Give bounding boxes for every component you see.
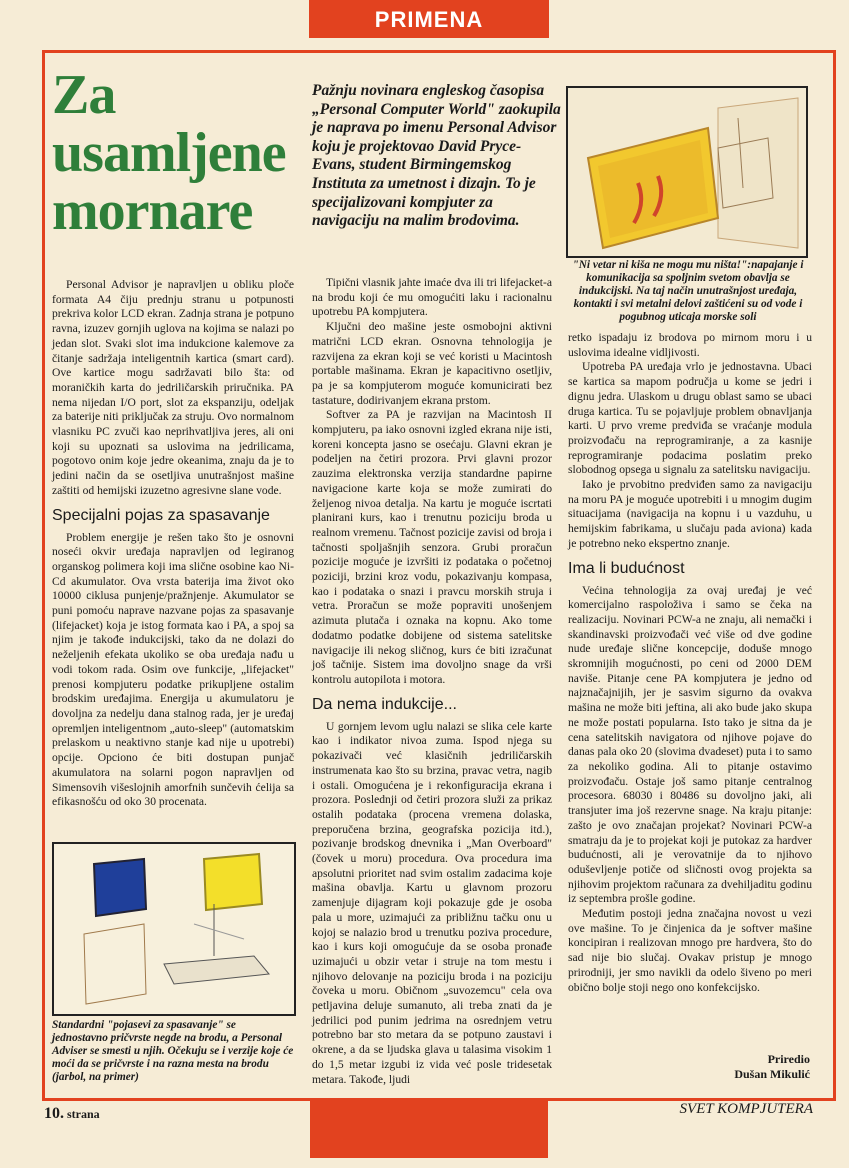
paragraph: Iako je prvobitno predviđen samo za navigaciju na moru PA je moguće upotrebiti i u mnogim dugim situacijama (navigacija na kopnu i u vazduhu, u hemijskim fabrikama, u slučaju pada aviona) kada je potrebno neko ekspertno znanje.: [568, 478, 812, 550]
column-2: [312, 276, 552, 1087]
paragraph: Problem energije je rešen tako što je osnovni noseći okvir uređaja napravljen od legiranog organskog polimera koji ima slične osobine kao Ni-Cd akumulator. Ova vrsta baterija ima život oko 10000 ciklusa punjenje/pražnjenje. Akumulator se puni pomoću naprave nazvane pojas za spasavanje (lifejacket) koja je istog formata kao i PA, a spoj sa njim je takođe indukcijski, tako da ne dolazi do neželjenih efekata ukoliko se oba uređaja nađu u vodi tokom rada. Osim ove funkcije, „lifejacket" prenosi kompjuteru podatke prikupljene ostalim brodskim uređajima. Energija u akumulatoru je dovoljna za nedelju dana stalnog rada, jer je uređaj opremljen inteligentnom „auto-sleep" (automatskim prelaskom u neaktivno stanje kad nije u upotrebi) opcije. Opciono će biti dostupan punjač akumulatora na solarni pogon napravljen od Simensovih višeslojnih amorfnih sunčevih ćelija sa efikasnošću od oko 30 procenata.: [52, 530, 294, 809]
paragraph: Personal Advisor je napravljen u obliku ploče formata A4 čiju prednju stranu u potpunosti prekriva kolor LCD ekran. Zadnja strana je potpuno ravna, izuzev gornjih uglova na kojima se nalazi po jedan slot. Svaki slot ima indukcione kalemove za čitanje sadržaja inteligentnih kartica (smart card). Ove kartice mogu sadržavati bilo šta: od moraničkih karta do jedriličarskih priručnika. PA nema nijedan I/O port, slot za ekspanziju, odeljak za baterije niti priključak za struju. Ovo normalnom vlasniku PC zvuči kao neprihvatljiva jeres, ali oni koji su upoznati sa uslovima na jedrilicama, pogotovo onim koje jedre okeanima, znaju da je to jedini način da se osetljiva unutrašnjost mašine zaštiti od hemijski izuzetno agresivne slane vode.: [52, 278, 294, 497]
subheading: Specijalni pojas za spasavanje: [52, 506, 270, 524]
paragraph: Tipični vlasnik jahte imaće dva ili tri lifejacket-a na brodu koji će mu omogućiti laku i racionalnu upotrebu PA kompjutera.: [312, 276, 552, 319]
page-word: strana: [67, 1107, 100, 1121]
paragraph: U gornjem levom uglu nalazi se slika cele karte kao i indikator nivoa zuma. Ispod njega su pokazivači već klasičnih jedriličarskih instrumenata kao što su brzina, pravac vetra, nagib i ostali. Omogućena je i rekonfiguracija ekrana i prozora. Poslednji od četiri prozora služi za prikaz ostalih podataka (procena vremena dolaska, preporučena brzina, geografska pozicija itd.), pozivanje brodskog dnevnika i „Man Overboard" (čovek u moru) procedura. Ova procedura ima apsolutni prioritet nad svim ostalim zadacima koje mašina obavlja. Kartu u glavnom prozoru zamenjuje dijagram koji pokazuje gde je osoba pala u more, uzimajući za približnu tačku onu u kojoj se nalazio brod u trenutku poziva procedure, kao i kurs koji omogućuje da se osoba pronađe uzimajući u obzir vetar i struje na tom mestu i njihovo delovanje na poziciju broda i na poziciju čoveka u moru. Običnom „suvozemcu" cela ova petljavina deluje sumanuto, ali treba znati da je jedrilici pod punim jedrima na osrednjem vetru potrebno bar sto metara da se potpuno zaustavi i okrene, a da se ljudska glava u talasima visokim 1 do 1,5 metar izgubi iz vida već posle tridesetak metara. Takođe, ljudi: [312, 719, 552, 1086]
column-3: [568, 331, 812, 995]
paragraph: retko ispadaju iz brodova po mirnom moru i u uslovima idealne vidljivosti.: [568, 331, 812, 359]
article-title: [52, 66, 292, 240]
title-line-3: mornare: [52, 180, 253, 242]
photo-caption-bottom: Standardni "pojasevi za spasavanje" se jednostavno pričvrste negde na brodu, a Personal Adviser se smesti u njih. Očekuju se i verzije koje će moći da se pričvrste i na razna mesta na brodu (jarbol, na primer): [52, 1019, 294, 1083]
signature-name: Dušan Mikulić: [734, 1067, 810, 1081]
page-number: [44, 1105, 100, 1123]
title-line-2: usamljene: [52, 122, 286, 184]
paragraph: Upotreba PA uređaja vrlo je jednostavna. Ubaci se kartica sa mapom područja u kome se jedri i dignu jedra. Ulaskom u drugu oblast samo se ubaci druga kartica. Tu se pojavljuje problem obnavljanja karti. U prvo vreme predviđa se vraćanje modula proizvođaču na reprogramiranje, a za kasnije reprogramiranje podacima poslatim preko slobodnog opsega u signalu za satelitsku navigaciju.: [568, 360, 812, 477]
paragraph: Većina tehnologija za ovaj uređaj je već komercijalno raspoloživa i samo se čeka na realizaciju. Novinari PCW-a ne znaju, ali nemački i skandinavski proizvođači već više od dve godine nude uređaje slične koncepcije, doduše mnogo skromnijih mogućnosti, po ceni od 2000 DEM naviše. Pitanje cene PA kompjutera je jedno od najznačajnijih, jer je sasvim sigurno da ovakva mašina ne može biti jeftina, ali ako bude jako skupa ne može postati popularna. Isto tako je sitna da je cena satelitskih navigatora od njihove pojave do danas pala oko 20 (slovima dvadeset) puta i to samo za nekoliko godina. Ali to pitanje ostavimo proizvođaču. Ostaje još samo pitanje centralnog procesora. 68030 i 80486 su dovoljno jaki, ali transjuter ima još rezervne snage. Na kraju pitanje: zašto je ovo značajan projekat? Novinari PCW-a smatraju da je to projekat koji je putokaz za hardver budućnosti, ali je verovatnije da to njihovo oduševljenje potiče od sličnosti ovog projekta sa njihovim projektom računara za dvehiljaditu godinu iz septembra prošle godine.: [568, 583, 812, 906]
photo-caption-top: "Ni vetar ni kiša ne mogu mu ništa!":napajanje i komunikacija sa spoljnim svetom obavlja se indukcijski. Na taj način unutrašnjost uređaja, kontakti i svi metalni delovi zaštićeni su od vode i pogubnog uticaja morske soli: [572, 259, 804, 323]
article-lead: Pažnju novinara engleskog časopisa „Personal Computer World" zaokupila je naprava po imenu Personal Advisor koju je projektovao David Pryce-Evans, student Birmingemskog Instituta za umetnost i dizajn. To je specijalizovani kompjuter za navigaciju na malim brodovima.: [312, 82, 561, 230]
title-line-1: Za: [52, 64, 116, 126]
lifejacket-illustration: [54, 844, 294, 1014]
paragraph: Ključni deo mašine jeste osmobojni aktivni matrični LCD ekran. Osnovna tehnologija je razvijena za ekran koji se već koristi u Macintosh portable mašinama. Ekran je kapacitivno osetljiv, pa je sa kompjuterom moguće komunicirati bez tastature, dodirivanjem ekrana prstom.: [312, 320, 552, 407]
device-illustration: [568, 88, 806, 256]
bottom-accent-bar: [310, 1098, 548, 1158]
section-label: PRIMENA: [309, 0, 549, 38]
paragraph: Međutim postoji jedna značajna novost u vezi ove mašine. To je činjenica da je softver mašine koncipiran i realizovan mnogo pre hardvera, što do sad nije bio slučaj. Ovakav pristup je mnogo prirodniji, jer smo navikli da odelo šiveno po meri obično bolje stoji nego ono konfekcijsko.: [568, 907, 812, 994]
subheading: Ima li budućnost: [568, 559, 685, 577]
column-1: [52, 278, 294, 810]
subheading: Da nema indukcije...: [312, 695, 457, 713]
author-signature: [680, 1052, 810, 1082]
page-num: 10.: [44, 1105, 64, 1122]
paragraph: Softver za PA je razvijan na Macintosh II kompjuteru, pa iako osnovni izgled ekrana nije isti, koreni koncepta jasno se osećaju. Glavni ekran je podeljen na četiri prozora. Prvi glavni prozor zauzima elektronska verzija standardne papirne navigacione karte koja se može zumirati do željenog nivoa detalja. Na kartu je moguće iscrtati planirani kurs, kao i trenutnu poziciju broda u realnom vremenu. Tačnost pozicije zavisi od broja i tačnosti spoljašnjih senzora. Grubi proračun pozicije moguće je izvršiti iz podataka o početnoj poziciji, brzini kroz vodu, pokazivanju kompasa, kao i podataka o snazi i pravcu morskih struja i vetra. Proračun se može popraviti unošenjem azimuta plutača i oznaka na kopnu. Ako tome dodatmo podatke dobijene od sistema satelitske navigacije ili nekog sličnog, kurs će biti izračunat još tačnije. Sistem ima dovoljno snage da vrši kontrolu autopilota i motora.: [312, 408, 552, 686]
lifejacket-photo: [52, 842, 296, 1016]
signature-label: Priredio: [767, 1052, 810, 1066]
magazine-name: SVET KOMPJUTERA: [679, 1101, 813, 1117]
device-photo-top: [566, 86, 808, 258]
